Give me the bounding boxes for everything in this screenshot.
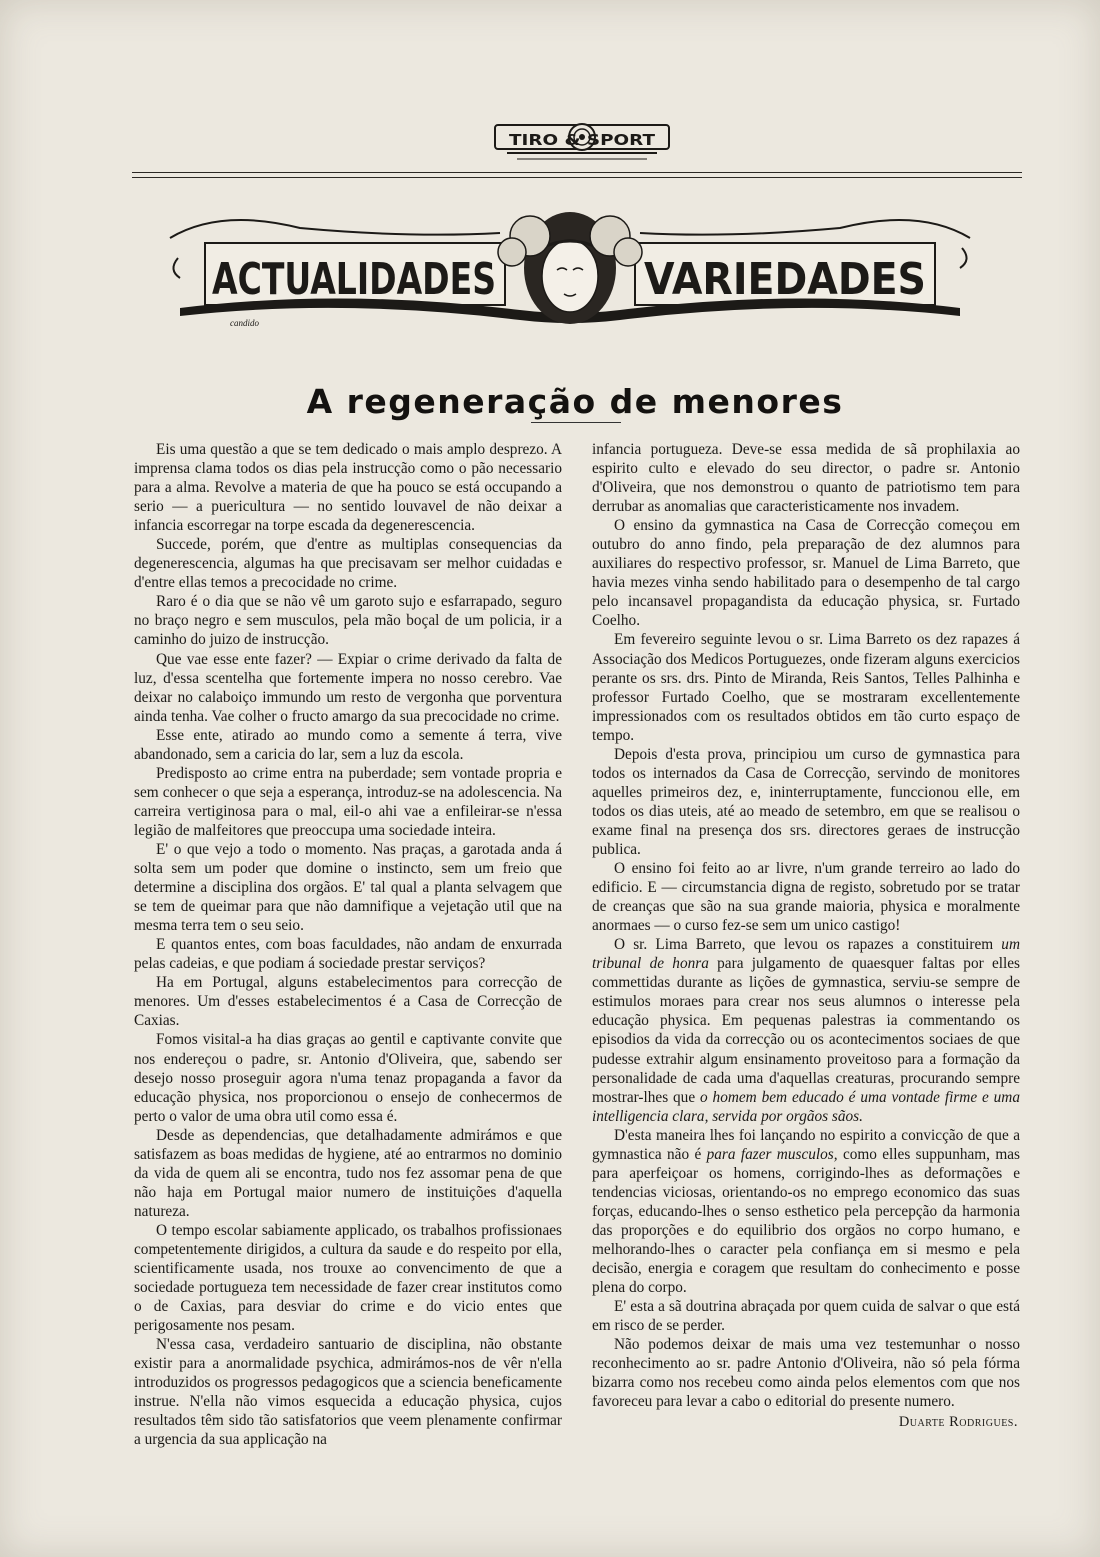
paragraph: infancia portugueza. Deve-se essa medida de sã prophilaxia ao espirito culto e elevado do seu director, o padre sr. Antonio d'Oliveira, que nos demonstrou o quanto de patriotismo tem para derrubar as anomalias que caracteristicamente nos invadem. (592, 441, 1020, 516)
paragraph: O tempo escolar sabiamente applicado, os trabalhos profissionaes competentemente dirigidos, a cultura da saude e do respeito por ella, scientificamente usada, nos trouxe ao convencimento de que a sociedade portugueza tem necessidade de fazer crear institutos como o de Caxias, para desviar do crime e do vicio entes que perigosamente nos pesam. (134, 1221, 562, 1335)
paragraph: Succede, porém, que d'entre as multiplas consequencias da degenerescencia, algumas ha que precisavam ser melhor cuidadas e d'entre ellas temos a precocidade no crime. (134, 536, 562, 592)
paragraph: E' esta a sã doutrina abraçada por quem cuida de salvar o que está em risco de se perder. (592, 1298, 1020, 1335)
paragraph: N'essa casa, verdadeiro santuario de disciplina, não obstante existir para a anormalidade psychica, admirámos-nos de vêr n'ella introduzidos os progressos pedagogicos que a sciencia beneficamente instrue. N'ella não vimos esquecida a educação physica, cujos resultados têm sido tão satisfatorios que veem plenamente confirmar a urgencia da sua applicação na (134, 1336, 562, 1449)
article-right-column (592, 440, 1020, 1432)
header-rule-top (132, 172, 1022, 173)
paragraph: Fomos visital-a ha dias graças ao gentil e captivante convite que nos endereçou o padre, sr. Antonio d'Oliveira, que, sabendo ser desejo nosso proseguir agora n'uma tenaz propaganda a favor da educação physica, nos proporcionou o ensejo de conhecermos de perto o valor de uma obra util como essa é. (134, 1031, 562, 1125)
paragraph: E quantos entes, com boas faculdades, não andam de enxurrada pelas cadeias, e que podiam á sociedade prestar serviços? (134, 936, 562, 973)
text-run: para julgamento de quaesquer faltas por elles commettidas durante as lições de gymnastica, serviu-se sempre de estimulos moraes para crear nos seus alumnos o interesse pela educação physica. Em pequenas palestras ia commentando os episodios da vida da correcção ou os acontecimentos sociaes de que pudesse extrahir algum ensinamento proveitoso para a formação da personalidade de cada uma d'aquellas creaturas, procurando sempre mostrar-lhes que (592, 955, 1021, 1106)
header-rule-bottom (132, 177, 1022, 178)
masthead-logo (487, 117, 677, 163)
svg-text:ACTUALIDADES: ACTUALIDADES (212, 254, 496, 305)
paragraph: Eis uma questão a que se tem dedicado o mais amplo desprezo. A imprensa clama todos os dias pela instrucção como o pão necessario para a alma. Revolve a materia de que ha pouco se está occupando a serio — a puericultura — no sentido louvavel de não deixar a infancia escorregar na torpe escada da degenerescencia. (134, 441, 562, 535)
paragraph: O ensino foi feito ao ar livre, n'um grande terreiro ao lado do edificio. E — circumstancia digna de registo, sobretudo por se tratar de creanças que são na sua grande maioria, physica e moralmente anormaes — o curso fez-se sem um unico castigo! (592, 860, 1020, 935)
paragraph: E' o que vejo a todo o momento. Nas praças, a garotada anda á solta sem um poder que domine o instincto, sem um freio que determine a disciplina dos orgãos. E' tal qual a planta selvagem que se tem de queimar para que não damnifique a vejetação util que na mesma terra tem o seu seio. (134, 840, 562, 935)
text-run: como elles suppunham, mas para aperfeiçoar os homens, corrigindo-lhes as deformações e tendencias viciosas, orientando-os no emprego economico das suas forças, educando-lhes o senso esthetico pela percepção da harmonia das proporções e do equilibrio dos orgãos no corpo humano, e melhorando-lhes o caracter pela confiança em si mesmo e pela decisão, energia e coragem que resultam do conhecimento e posse plena do corpo. (592, 1145, 1021, 1297)
paragraph: Predisposto ao crime entra na puberdade; sem vontade propria e sem conhecer o que seja a esperança, introduz-se na adolescencia. Na carreira vertiginosa para o mal, eil-o ahi vae a enfileirar-se n'essa legião de malfeitores que preoccupa uma sociedade inteira. (134, 764, 562, 839)
article-title: A regeneração de menores (306, 382, 844, 422)
paragraph: O ensino da gymnastica na Casa de Correcção começou em outubro do anno findo, pela preparação de dez alumnos para auxiliares do respectivo professor, sr. Manuel de Lima Barreto, que havia mezes vinha sendo habilitado para o desempenho de tal cargo pelo incansavel propagandista da educação physica, sr. Furtado Coelho. (592, 517, 1020, 630)
italic-phrase: para fazer musculos, (706, 1145, 838, 1163)
italic-phrase: um tribunal de honra (592, 936, 1020, 973)
author-signature: Duarte Rodrigues. (898, 1414, 1018, 1431)
svg-text:TIRO & SPORT: TIRO & SPORT (509, 131, 656, 149)
article-left-column (134, 440, 562, 1449)
section-banner (160, 198, 980, 338)
paragraph: Ha em Portugal, alguns estabelecimentos para correcção de menores. Um d'esses estabelecimentos é a Casa de Correcção de Caxias. (134, 974, 562, 1030)
paragraph (592, 1126, 1020, 1297)
paragraph: Desde as dependencias, que detalhadamente admirámos e que satisfazem as boas medidas de hygiene, até ao entrarmos no dominio da vida de quem ali se encontra, tudo nos fez assomar pena de que não haja em Portugal maior numero de instituições d'aquella natureza. (134, 1126, 562, 1220)
paragraph: Que vae esse ente fazer? — Expiar o crime derivado da falta de luz, d'essa scentelha que fortemente impera no nosso cerebro. Vae deixar no calaboiço immundo um resto de vergonha que porventura ainda tenha. Vae colher o fructo amargo da sua precocidade no crime. (134, 650, 562, 725)
svg-text:candido: candido (230, 318, 259, 328)
italic-phrase: o homem bem educado é uma vontade firme e uma intelligencia clara, servida por orgãos sãos. (592, 1088, 1021, 1125)
paragraph: Depois d'esta prova, principiou um curso de gymnastica para todos os internados da Casa de Correcção, servindo de monitores aquelles primeiros dez, e, ininterruptamente, funccionou elle, em todos os dias uteis, até ao meado de setembro, em que se realisou o exame final na presença dos srs. directores geraes de instrucção publica. (592, 745, 1020, 858)
text-run: O sr. Lima Barreto, que levou os rapazes a constituirem (614, 936, 994, 954)
svg-text:VARIEDADES: VARIEDADES (644, 254, 926, 305)
paragraph: Em fevereiro seguinte levou o sr. Lima Barreto os dez rapazes á Associação dos Medicos Portuguezes, onde fizeram alguns exercicios perante os srs. drs. Pinto de Miranda, Reis Santos, Telles Palhinha e professor Furtado Coelho, que se mostraram excellentemente impressionados com os resultados obtidos em tão curto espaço de tempo. (592, 631, 1020, 744)
paragraph: Não podemos deixar de mais uma vez testemunhar o nosso reconhecimento ao sr. padre Antonio d'Oliveira, não só pela fórma bizarra como nos recebeu como ainda pelos elementos com que nos favoreceu para levar a cabo o editorial do presente numero. (592, 1336, 1020, 1411)
title-underline (531, 422, 621, 423)
paragraph (592, 935, 1020, 1125)
paragraph: Raro é o dia que se não vê um garoto sujo e esfarrapado, seguro no braço negro e sem musculos, pela mão boçal de um policia, ir a caminho do juizo de instrucção. (134, 593, 562, 649)
paragraph: Esse ente, atirado ao mundo como a semente á terra, vive abandonado, sem a caricia do lar, sem a luz da escola. (134, 726, 562, 763)
text-run: D'esta maneira lhes foi lançando no espirito a convicção de que a gymnastica não é (592, 1126, 1020, 1163)
